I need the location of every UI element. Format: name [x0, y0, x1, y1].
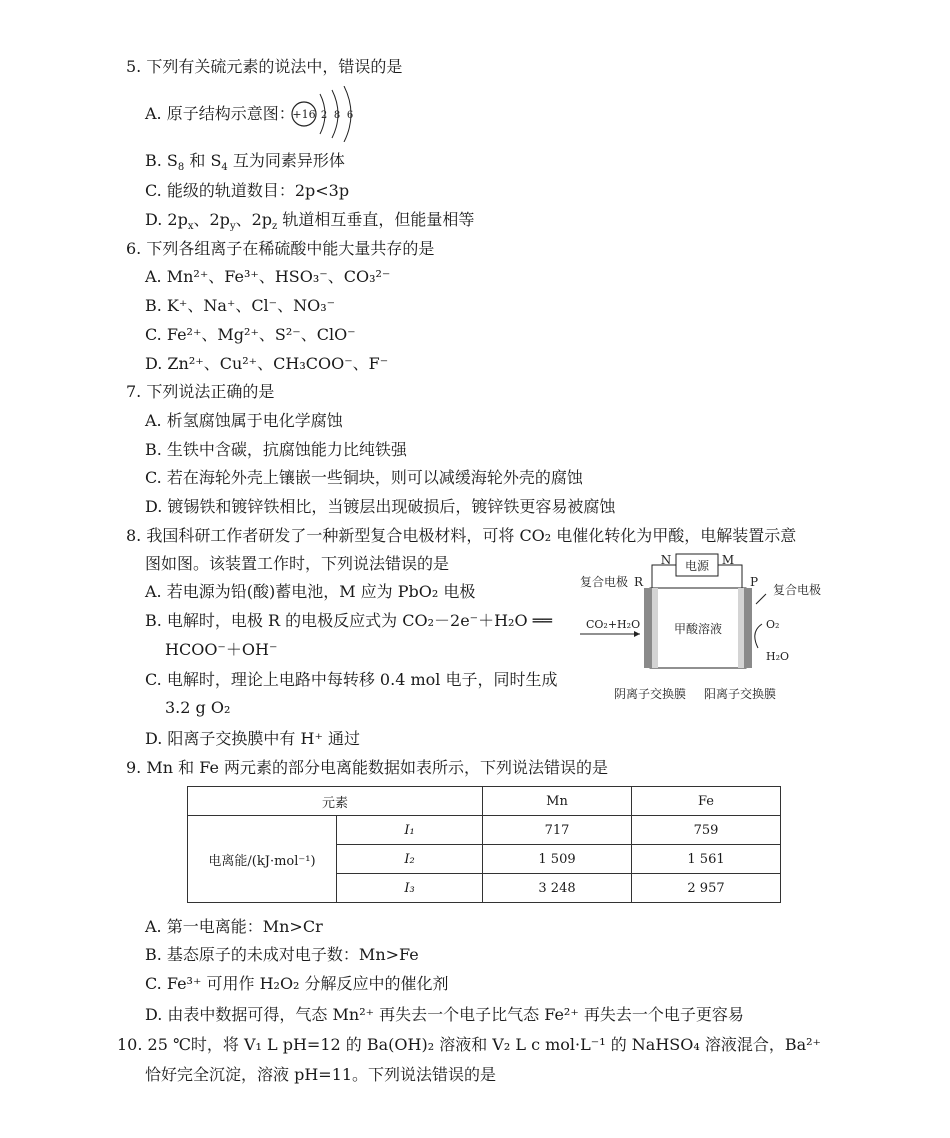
h2o-label: H₂O [766, 650, 790, 663]
q10-stem-line2: 恰好完全沉淀，溶液 pH=11。下列说法错误的是 [145, 1065, 497, 1084]
row-label: 电离能/(kJ·mol⁻¹) [188, 816, 337, 903]
wire-right [718, 565, 742, 588]
q6-option-a: A. Mn²⁺、Fe³⁺、HSO₃⁻、CO₃²⁻ [145, 267, 391, 286]
cell-mn: 3 248 [483, 874, 632, 903]
q7-option-c: C. 若在海轮外壳上镶嵌一些铜块，则可以减缓海轮外壳的腐蚀 [145, 468, 583, 487]
wire-left [652, 565, 676, 588]
shell-3-count: 6 [346, 110, 354, 121]
cell-label: I₁ [337, 816, 483, 845]
cation-exchange-membrane [738, 588, 744, 668]
shell-1-count: 2 [320, 110, 328, 121]
left-membrane-label: 阴离子交换膜 [614, 687, 687, 701]
q8-stem-line1: 8. 我国科研工作者研发了一种新型复合电极材料，可将 CO₂ 电催化转化为甲酸，电解装置示意 [126, 526, 797, 545]
electrode-p-label: P [750, 575, 759, 589]
electrode-r [644, 588, 652, 668]
q6-stem: 6. 下列各组离子在稀硫酸中能大量共存的是 [126, 239, 435, 258]
o2-label: O₂ [766, 618, 780, 631]
q7-option-b: B. 生铁中含碳，抗腐蚀能力比纯铁强 [145, 440, 407, 459]
q5-option-a [145, 103, 295, 125]
header-element: 元素 [188, 787, 483, 816]
q7-option-a: A. 析氢腐蚀属于电化学腐蚀 [145, 411, 343, 430]
right-membrane-label: 阳离子交换膜 [704, 687, 777, 701]
q6-option-b: B. K⁺、Na⁺、Cl⁻、NO₃⁻ [145, 296, 336, 315]
q7-stem: 7. 下列说法正确的是 [126, 382, 275, 401]
q9-option-d: D. 由表中数据可得，气态 Mn²⁺ 再失去一个电子比气态 Fe²⁺ 再失去一个电子更容易 [145, 1005, 744, 1024]
q8-stem-line2: 图如图。该装置工作时，下列说法错误的是 [145, 554, 450, 573]
q8-option-d: D. 阳离子交换膜中有 H⁺ 通过 [145, 729, 361, 748]
q9-option-a: A. 第一电离能：Mn>Cr [145, 917, 323, 936]
cell-label: I₂ [337, 845, 483, 874]
cell-label: I₃ [337, 874, 483, 903]
electrode-r-label: R [634, 575, 644, 589]
sulfur-atom-structure-diagram [286, 86, 366, 142]
q8-option-a: A. 若电源为铅(酸)蓄电池，M 应为 PbO₂ 电极 [145, 582, 476, 601]
right-electrode-pointer [756, 594, 766, 604]
q5-stem: 5. 下列有关硫元素的说法中，错误的是 [126, 57, 403, 76]
q9-option-b: B. 基态原子的未成对电子数：Mn>Fe [145, 945, 419, 964]
q7-option-d: D. 镀锡铁和镀锌铁相比，当镀层出现破损后，镀锌铁更容易被腐蚀 [145, 497, 616, 516]
q10-stem-line1: 10. 25 ℃时，将 V₁ L pH=12 的 Ba(OH)₂ 溶液和 V₂ L c mol·L⁻¹ 的 NaHSO₄ 溶液混合，Ba²⁺ [117, 1035, 822, 1054]
left-electrode-label: 复合电极 [580, 575, 629, 589]
q9-option-c: C. Fe³⁺ 可用作 H₂O₂ 分解反应中的催化剂 [145, 974, 449, 993]
nucleus-charge: +16 [292, 108, 316, 121]
o2-arrow [755, 624, 762, 648]
anion-exchange-membrane [652, 588, 658, 668]
q5-option-c: C. 能级的轨道数目：2p<3p [145, 181, 350, 200]
electrode-p [744, 588, 752, 668]
electrolysis-apparatus-diagram [578, 552, 828, 704]
q8-option-c-line1: C. 电解时，理论上电路中每转移 0.4 mol 电子，同时生成 [145, 670, 558, 689]
cell-fe: 2 957 [632, 874, 781, 903]
cell-fe: 1 561 [632, 845, 781, 874]
header-fe: Fe [632, 787, 781, 816]
q8-option-b-line2: HCOO⁻＋OH⁻ [165, 640, 278, 659]
reactant-arrow-head [634, 631, 640, 637]
right-electrode-label: 复合电极 [773, 583, 822, 597]
q5-option-d: D. $2p_x$、$2p_y$、$2p_z$ 轨道相互垂直，但能量相等 [145, 210, 475, 233]
cell-mn: 717 [483, 816, 632, 845]
q5-option-a-label: A. 原子结构示意图： [145, 104, 295, 123]
terminal-n-label: N [660, 553, 672, 567]
q9-stem: 9. Mn 和 Fe 两元素的部分电离能数据如表所示，下列说法错误的是 [126, 758, 608, 777]
table-header-row [188, 787, 781, 816]
header-mn: Mn [483, 787, 632, 816]
q6-option-d: D. Zn²⁺、Cu²⁺、CH₃COO⁻、F⁻ [145, 354, 389, 373]
q8-option-c-line2: 3.2 g O₂ [165, 698, 231, 717]
solution-label: 甲酸溶液 [673, 622, 723, 636]
q5-option-b: B. $S_8$ 和 $S_4$ 互为同素异形体 [145, 151, 345, 174]
shell-2-count: 8 [333, 110, 341, 121]
ionization-energy-table [187, 786, 781, 903]
reactant-label: CO₂+H₂O [586, 618, 641, 631]
cell-fe: 759 [632, 816, 781, 845]
table-row [188, 816, 781, 845]
power-source-label: 电源 [684, 559, 710, 573]
q6-option-c: C. Fe²⁺、Mg²⁺、S²⁻、ClO⁻ [145, 325, 356, 344]
terminal-m-label: M [721, 553, 735, 567]
q8-option-b-line1: B. 电解时，电极 R 的电极反应式为 CO₂－2e⁻＋H₂O ══ [145, 611, 552, 630]
cell-mn: 1 509 [483, 845, 632, 874]
